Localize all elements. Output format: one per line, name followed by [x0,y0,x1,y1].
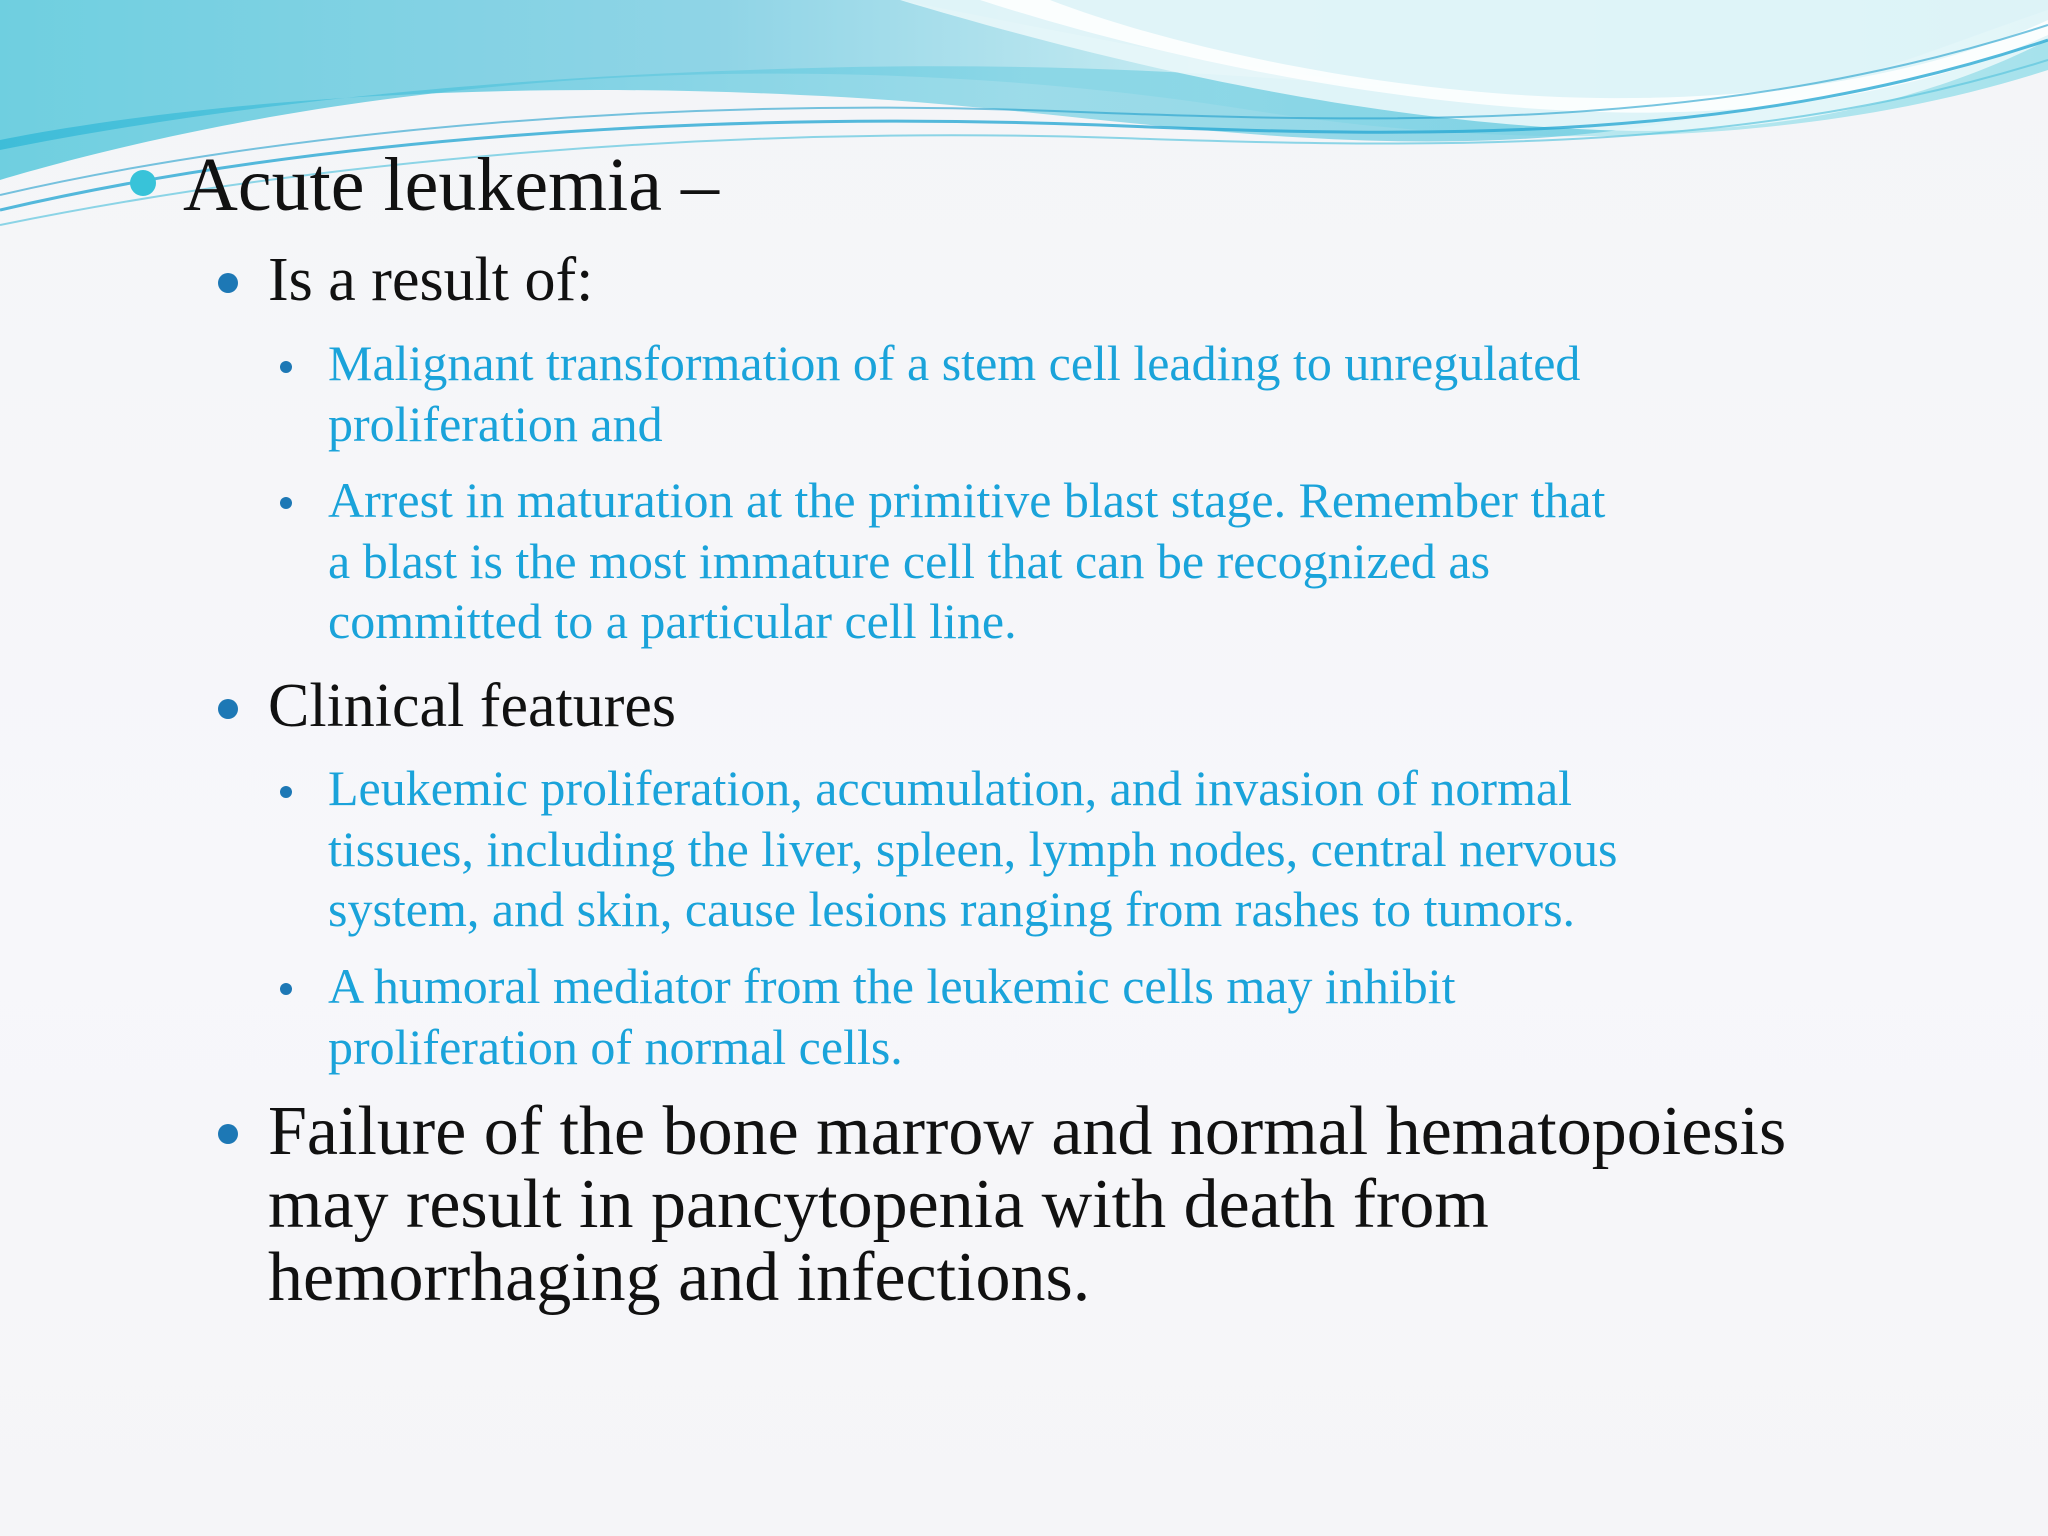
cause-item-1-line-2: proliferation and [328,396,663,452]
heading-bullet-icon [130,170,156,196]
item-bullet-icon [280,786,292,798]
cause-item-1-line-1: Malignant transformation of a stem cell leading to unregulated [328,335,1581,391]
clinical-item-1-line-2: tissues, including the liver, spleen, lymph nodes, central nervous [328,821,1618,877]
section-label-clinical-features: Clinical features [268,672,676,740]
clinical-item-1-line-1: Leukemic proliferation, accumulation, and invasion of normal [328,760,1573,816]
section-label-cause: Is a result of: [268,246,594,314]
item-bullet-icon [280,497,292,509]
cause-item-2-line-3: committed to a particular cell line. [328,593,1017,649]
clinical-item-2-line-2: proliferation of normal cells. [328,1019,903,1075]
section-bullet-icon [218,699,238,719]
item-bullet-icon [280,983,292,995]
cause-item-2-line-1: Arrest in maturation at the primitive blast stage. Remember that [328,472,1606,528]
clinical-item-2-line-1: A humoral mediator from the leukemic cells may inhibit [328,958,1456,1014]
cause-item-2-line-2: a blast is the most immature cell that can be recognized as [328,533,1491,589]
section-bullet-icon [218,273,238,293]
slide-heading: Acute leukemia – [183,143,720,227]
section-bullet-icon [218,1124,238,1144]
marrow-failure-line-1: Failure of the bone marrow and normal hematopoiesis [268,1093,1787,1170]
item-bullet-icon [280,361,292,373]
marrow-failure-line-2: may result in pancytopenia with death from [268,1166,1489,1243]
marrow-failure-line-3: hemorrhaging and infections. [268,1239,1091,1316]
clinical-item-1-line-3: system, and skin, cause lesions ranging from rashes to tumors. [328,881,1576,937]
